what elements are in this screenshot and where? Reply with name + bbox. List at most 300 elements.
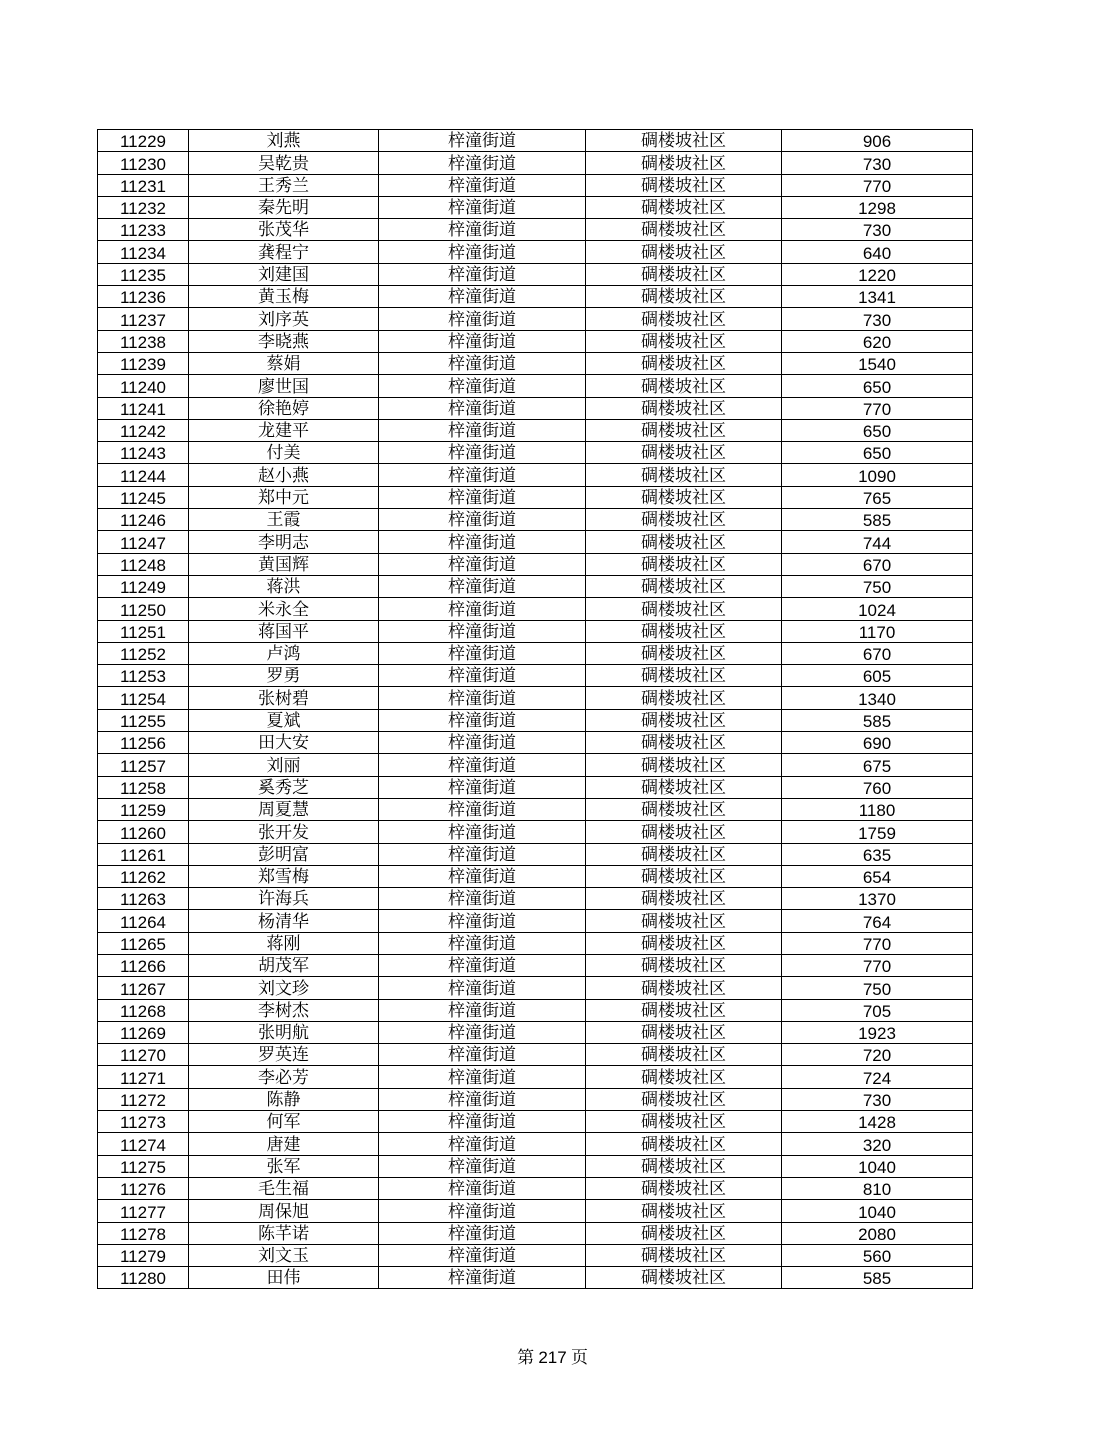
person-name-cell: 何军 — [189, 1111, 379, 1133]
table-row — [98, 152, 973, 174]
amount-cell: 650 — [782, 375, 973, 397]
subdistrict-cell: 梓潼街道 — [379, 464, 586, 486]
row-id-cell: 11274 — [98, 1133, 189, 1155]
table-row — [98, 1111, 973, 1133]
amount-cell: 764 — [782, 910, 973, 932]
table-row — [98, 1267, 973, 1289]
page-footer-suffix: 页 — [570, 1348, 588, 1367]
subdistrict-cell: 梓潼街道 — [379, 1044, 586, 1066]
amount-cell: 810 — [782, 1177, 973, 1199]
community-cell: 碉楼坡社区 — [586, 352, 782, 374]
person-name-cell: 刘燕 — [189, 130, 379, 152]
row-id-cell: 11239 — [98, 352, 189, 374]
subdistrict-cell: 梓潼街道 — [379, 1133, 586, 1155]
person-name-cell: 刘丽 — [189, 754, 379, 776]
person-name-cell: 奚秀芝 — [189, 776, 379, 798]
row-id-cell: 11248 — [98, 553, 189, 575]
subdistrict-cell: 梓潼街道 — [379, 798, 586, 820]
subdistrict-cell: 梓潼街道 — [379, 977, 586, 999]
community-cell: 碉楼坡社区 — [586, 999, 782, 1021]
table-row — [98, 553, 973, 575]
table-row — [98, 286, 973, 308]
table-row — [98, 977, 973, 999]
person-name-cell: 廖世国 — [189, 375, 379, 397]
amount-cell: 1090 — [782, 464, 973, 486]
community-cell: 碉楼坡社区 — [586, 1200, 782, 1222]
table-row — [98, 531, 973, 553]
person-name-cell: 徐艳婷 — [189, 397, 379, 419]
person-name-cell: 蒋洪 — [189, 575, 379, 597]
person-name-cell: 付美 — [189, 442, 379, 464]
community-cell: 碉楼坡社区 — [586, 732, 782, 754]
person-name-cell: 唐建 — [189, 1133, 379, 1155]
community-cell: 碉楼坡社区 — [586, 1111, 782, 1133]
person-name-cell: 黄玉梅 — [189, 286, 379, 308]
amount-cell: 770 — [782, 954, 973, 976]
subdistrict-cell: 梓潼街道 — [379, 352, 586, 374]
community-cell: 碉楼坡社区 — [586, 553, 782, 575]
community-cell: 碉楼坡社区 — [586, 486, 782, 508]
person-name-cell: 陈静 — [189, 1088, 379, 1110]
row-id-cell: 11237 — [98, 308, 189, 330]
amount-cell: 1220 — [782, 263, 973, 285]
amount-cell: 1428 — [782, 1111, 973, 1133]
person-name-cell: 罗勇 — [189, 665, 379, 687]
community-cell: 碉楼坡社区 — [586, 1177, 782, 1199]
table-row — [98, 196, 973, 218]
amount-cell: 906 — [782, 130, 973, 152]
amount-cell: 650 — [782, 442, 973, 464]
community-cell: 碉楼坡社区 — [586, 1066, 782, 1088]
community-cell: 碉楼坡社区 — [586, 865, 782, 887]
amount-cell: 730 — [782, 1088, 973, 1110]
amount-cell: 1040 — [782, 1155, 973, 1177]
amount-cell: 585 — [782, 1267, 973, 1289]
row-id-cell: 11258 — [98, 776, 189, 798]
community-cell: 碉楼坡社区 — [586, 888, 782, 910]
table-row — [98, 442, 973, 464]
row-id-cell: 11276 — [98, 1177, 189, 1199]
person-name-cell: 许海兵 — [189, 888, 379, 910]
amount-cell: 690 — [782, 732, 973, 754]
community-cell: 碉楼坡社区 — [586, 642, 782, 664]
amount-cell: 670 — [782, 642, 973, 664]
subdistrict-cell: 梓潼街道 — [379, 687, 586, 709]
person-name-cell: 田伟 — [189, 1267, 379, 1289]
table-row — [98, 575, 973, 597]
person-name-cell: 张明航 — [189, 1021, 379, 1043]
subdistrict-cell: 梓潼街道 — [379, 152, 586, 174]
person-name-cell: 罗英连 — [189, 1044, 379, 1066]
person-name-cell: 刘文玉 — [189, 1244, 379, 1266]
subdistrict-cell: 梓潼街道 — [379, 821, 586, 843]
person-name-cell: 王秀兰 — [189, 174, 379, 196]
table-row — [98, 754, 973, 776]
person-name-cell: 龚程宁 — [189, 241, 379, 263]
row-id-cell: 11247 — [98, 531, 189, 553]
subdistrict-cell: 梓潼街道 — [379, 241, 586, 263]
table-row — [98, 241, 973, 263]
community-cell: 碉楼坡社区 — [586, 464, 782, 486]
community-cell: 碉楼坡社区 — [586, 754, 782, 776]
subdistrict-cell: 梓潼街道 — [379, 553, 586, 575]
amount-cell: 720 — [782, 1044, 973, 1066]
table-row — [98, 219, 973, 241]
subdistrict-cell: 梓潼街道 — [379, 932, 586, 954]
person-name-cell: 胡茂军 — [189, 954, 379, 976]
person-name-cell: 张开发 — [189, 821, 379, 843]
subdistrict-cell: 梓潼街道 — [379, 1155, 586, 1177]
subdistrict-cell: 梓潼街道 — [379, 130, 586, 152]
subdistrict-cell: 梓潼街道 — [379, 1111, 586, 1133]
person-name-cell: 李明志 — [189, 531, 379, 553]
row-id-cell: 11246 — [98, 509, 189, 531]
person-name-cell: 陈芊诺 — [189, 1222, 379, 1244]
community-cell: 碉楼坡社区 — [586, 509, 782, 531]
row-id-cell: 11267 — [98, 977, 189, 999]
row-id-cell: 11259 — [98, 798, 189, 820]
row-id-cell: 11275 — [98, 1155, 189, 1177]
community-cell: 碉楼坡社区 — [586, 308, 782, 330]
row-id-cell: 11234 — [98, 241, 189, 263]
community-cell: 碉楼坡社区 — [586, 531, 782, 553]
table-row — [98, 174, 973, 196]
amount-cell: 744 — [782, 531, 973, 553]
community-cell: 碉楼坡社区 — [586, 709, 782, 731]
page-footer-prefix: 第 — [517, 1348, 535, 1367]
subdistrict-cell: 梓潼街道 — [379, 219, 586, 241]
table-row — [98, 798, 973, 820]
person-name-cell: 王霞 — [189, 509, 379, 531]
row-id-cell: 11242 — [98, 419, 189, 441]
table-row — [98, 776, 973, 798]
amount-cell: 770 — [782, 174, 973, 196]
row-id-cell: 11260 — [98, 821, 189, 843]
subdistrict-cell: 梓潼街道 — [379, 1021, 586, 1043]
table-row — [98, 1200, 973, 1222]
subdistrict-cell: 梓潼街道 — [379, 1088, 586, 1110]
subdistrict-cell: 梓潼街道 — [379, 509, 586, 531]
amount-cell: 1341 — [782, 286, 973, 308]
row-id-cell: 11277 — [98, 1200, 189, 1222]
row-id-cell: 11262 — [98, 865, 189, 887]
person-name-cell: 周保旭 — [189, 1200, 379, 1222]
community-cell: 碉楼坡社区 — [586, 219, 782, 241]
person-name-cell: 张树碧 — [189, 687, 379, 709]
amount-cell: 654 — [782, 865, 973, 887]
community-cell: 碉楼坡社区 — [586, 910, 782, 932]
table-row — [98, 1177, 973, 1199]
community-cell: 碉楼坡社区 — [586, 1155, 782, 1177]
community-cell: 碉楼坡社区 — [586, 954, 782, 976]
subdistrict-cell: 梓潼街道 — [379, 196, 586, 218]
row-id-cell: 11236 — [98, 286, 189, 308]
person-name-cell: 蔡娟 — [189, 352, 379, 374]
amount-cell: 1923 — [782, 1021, 973, 1043]
person-name-cell: 卢鸿 — [189, 642, 379, 664]
row-id-cell: 11280 — [98, 1267, 189, 1289]
community-cell: 碉楼坡社区 — [586, 397, 782, 419]
community-cell: 碉楼坡社区 — [586, 1222, 782, 1244]
amount-cell: 1040 — [782, 1200, 973, 1222]
table-row — [98, 843, 973, 865]
subdistrict-cell: 梓潼街道 — [379, 419, 586, 441]
person-name-cell: 周夏慧 — [189, 798, 379, 820]
row-id-cell: 11233 — [98, 219, 189, 241]
row-id-cell: 11244 — [98, 464, 189, 486]
table-row — [98, 1244, 973, 1266]
table-row — [98, 888, 973, 910]
person-name-cell: 秦先明 — [189, 196, 379, 218]
table-row — [98, 419, 973, 441]
amount-cell: 1024 — [782, 598, 973, 620]
row-id-cell: 11269 — [98, 1021, 189, 1043]
row-id-cell: 11230 — [98, 152, 189, 174]
table-row — [98, 330, 973, 352]
community-cell: 碉楼坡社区 — [586, 375, 782, 397]
amount-cell: 1340 — [782, 687, 973, 709]
person-name-cell: 李晓燕 — [189, 330, 379, 352]
community-cell: 碉楼坡社区 — [586, 821, 782, 843]
table-row — [98, 932, 973, 954]
amount-cell: 1170 — [782, 620, 973, 642]
table-row — [98, 709, 973, 731]
table-row — [98, 375, 973, 397]
table-row — [98, 1133, 973, 1155]
row-id-cell: 11250 — [98, 598, 189, 620]
row-id-cell: 11254 — [98, 687, 189, 709]
subdistrict-cell: 梓潼街道 — [379, 442, 586, 464]
person-name-cell: 毛生福 — [189, 1177, 379, 1199]
row-id-cell: 11263 — [98, 888, 189, 910]
table-row — [98, 352, 973, 374]
table-row — [98, 130, 973, 152]
row-id-cell: 11252 — [98, 642, 189, 664]
table-row — [98, 308, 973, 330]
subdistrict-cell: 梓潼街道 — [379, 776, 586, 798]
subdistrict-cell: 梓潼街道 — [379, 888, 586, 910]
subdistrict-cell: 梓潼街道 — [379, 531, 586, 553]
person-name-cell: 李必芳 — [189, 1066, 379, 1088]
amount-cell: 1759 — [782, 821, 973, 843]
amount-cell: 770 — [782, 932, 973, 954]
table-row — [98, 464, 973, 486]
row-id-cell: 11266 — [98, 954, 189, 976]
person-name-cell: 郑中元 — [189, 486, 379, 508]
subdistrict-cell: 梓潼街道 — [379, 1267, 586, 1289]
subdistrict-cell: 梓潼街道 — [379, 397, 586, 419]
row-id-cell: 11257 — [98, 754, 189, 776]
community-cell: 碉楼坡社区 — [586, 442, 782, 464]
person-name-cell: 夏斌 — [189, 709, 379, 731]
community-cell: 碉楼坡社区 — [586, 665, 782, 687]
table-row — [98, 732, 973, 754]
person-name-cell: 蒋刚 — [189, 932, 379, 954]
person-name-cell: 刘文珍 — [189, 977, 379, 999]
community-cell: 碉楼坡社区 — [586, 843, 782, 865]
row-id-cell: 11255 — [98, 709, 189, 731]
subdistrict-cell: 梓潼街道 — [379, 709, 586, 731]
page-number: 217 — [538, 1348, 567, 1367]
community-cell: 碉楼坡社区 — [586, 241, 782, 263]
amount-cell: 750 — [782, 575, 973, 597]
person-name-cell: 米永全 — [189, 598, 379, 620]
row-id-cell: 11256 — [98, 732, 189, 754]
page-footer — [0, 1343, 1105, 1368]
subdistrict-cell: 梓潼街道 — [379, 954, 586, 976]
table-row — [98, 865, 973, 887]
amount-cell: 1370 — [782, 888, 973, 910]
table-row — [98, 263, 973, 285]
amount-cell: 705 — [782, 999, 973, 1021]
row-id-cell: 11273 — [98, 1111, 189, 1133]
subdistrict-cell: 梓潼街道 — [379, 1066, 586, 1088]
row-id-cell: 11271 — [98, 1066, 189, 1088]
subdistrict-cell: 梓潼街道 — [379, 665, 586, 687]
person-name-cell: 刘建国 — [189, 263, 379, 285]
row-id-cell: 11235 — [98, 263, 189, 285]
person-name-cell: 张军 — [189, 1155, 379, 1177]
table-row — [98, 1088, 973, 1110]
table-row — [98, 665, 973, 687]
amount-cell: 1298 — [782, 196, 973, 218]
amount-cell: 320 — [782, 1133, 973, 1155]
row-id-cell: 11229 — [98, 130, 189, 152]
amount-cell: 750 — [782, 977, 973, 999]
community-cell: 碉楼坡社区 — [586, 152, 782, 174]
subdistrict-cell: 梓潼街道 — [379, 330, 586, 352]
row-id-cell: 11270 — [98, 1044, 189, 1066]
person-name-cell: 蒋国平 — [189, 620, 379, 642]
row-id-cell: 11240 — [98, 375, 189, 397]
table-row — [98, 598, 973, 620]
community-cell: 碉楼坡社区 — [586, 196, 782, 218]
person-name-cell: 郑雪梅 — [189, 865, 379, 887]
person-name-cell: 龙建平 — [189, 419, 379, 441]
subdistrict-cell: 梓潼街道 — [379, 486, 586, 508]
amount-cell: 730 — [782, 308, 973, 330]
amount-cell: 650 — [782, 419, 973, 441]
subdistrict-cell: 梓潼街道 — [379, 910, 586, 932]
subdistrict-cell: 梓潼街道 — [379, 1177, 586, 1199]
amount-cell: 635 — [782, 843, 973, 865]
subdistrict-cell: 梓潼街道 — [379, 754, 586, 776]
amount-cell: 585 — [782, 709, 973, 731]
table-row — [98, 954, 973, 976]
amount-cell: 605 — [782, 665, 973, 687]
subdistrict-cell: 梓潼街道 — [379, 375, 586, 397]
community-cell: 碉楼坡社区 — [586, 1088, 782, 1110]
table-row — [98, 642, 973, 664]
community-cell: 碉楼坡社区 — [586, 263, 782, 285]
community-cell: 碉楼坡社区 — [586, 977, 782, 999]
amount-cell: 560 — [782, 1244, 973, 1266]
subdistrict-cell: 梓潼街道 — [379, 732, 586, 754]
row-id-cell: 11261 — [98, 843, 189, 865]
subdistrict-cell: 梓潼街道 — [379, 1222, 586, 1244]
community-cell: 碉楼坡社区 — [586, 598, 782, 620]
person-name-cell: 张茂华 — [189, 219, 379, 241]
subdistrict-cell: 梓潼街道 — [379, 174, 586, 196]
amount-cell: 730 — [782, 219, 973, 241]
row-id-cell: 11251 — [98, 620, 189, 642]
community-cell: 碉楼坡社区 — [586, 130, 782, 152]
community-cell: 碉楼坡社区 — [586, 1044, 782, 1066]
community-cell: 碉楼坡社区 — [586, 932, 782, 954]
table-row — [98, 509, 973, 531]
subdistrict-cell: 梓潼街道 — [379, 642, 586, 664]
person-name-cell: 吴乾贵 — [189, 152, 379, 174]
subdistrict-cell: 梓潼街道 — [379, 598, 586, 620]
table-row — [98, 910, 973, 932]
community-cell: 碉楼坡社区 — [586, 776, 782, 798]
row-id-cell: 11278 — [98, 1222, 189, 1244]
amount-cell: 1540 — [782, 352, 973, 374]
community-cell: 碉楼坡社区 — [586, 1267, 782, 1289]
row-id-cell: 11265 — [98, 932, 189, 954]
subdistrict-cell: 梓潼街道 — [379, 1244, 586, 1266]
person-name-cell: 彭明富 — [189, 843, 379, 865]
amount-cell: 620 — [782, 330, 973, 352]
table-row — [98, 1021, 973, 1043]
amount-cell: 670 — [782, 553, 973, 575]
subdistrict-cell: 梓潼街道 — [379, 286, 586, 308]
table-row — [98, 397, 973, 419]
person-name-cell: 李树杰 — [189, 999, 379, 1021]
row-id-cell: 11268 — [98, 999, 189, 1021]
amount-cell: 760 — [782, 776, 973, 798]
amount-cell: 640 — [782, 241, 973, 263]
row-id-cell: 11231 — [98, 174, 189, 196]
amount-cell: 770 — [782, 397, 973, 419]
person-name-cell: 刘序英 — [189, 308, 379, 330]
records-table — [97, 129, 973, 1289]
amount-cell: 675 — [782, 754, 973, 776]
amount-cell: 1180 — [782, 798, 973, 820]
records-table-body — [98, 130, 973, 1289]
subdistrict-cell: 梓潼街道 — [379, 620, 586, 642]
table-row — [98, 821, 973, 843]
table-row — [98, 1222, 973, 1244]
community-cell: 碉楼坡社区 — [586, 1133, 782, 1155]
community-cell: 碉楼坡社区 — [586, 174, 782, 196]
community-cell: 碉楼坡社区 — [586, 687, 782, 709]
table-row — [98, 486, 973, 508]
table-row — [98, 1155, 973, 1177]
amount-cell: 730 — [782, 152, 973, 174]
row-id-cell: 11264 — [98, 910, 189, 932]
person-name-cell: 赵小燕 — [189, 464, 379, 486]
row-id-cell: 11249 — [98, 575, 189, 597]
table-row — [98, 687, 973, 709]
community-cell: 碉楼坡社区 — [586, 620, 782, 642]
subdistrict-cell: 梓潼街道 — [379, 263, 586, 285]
subdistrict-cell: 梓潼街道 — [379, 999, 586, 1021]
subdistrict-cell: 梓潼街道 — [379, 575, 586, 597]
row-id-cell: 11279 — [98, 1244, 189, 1266]
community-cell: 碉楼坡社区 — [586, 1021, 782, 1043]
person-name-cell: 杨清华 — [189, 910, 379, 932]
table-row — [98, 620, 973, 642]
community-cell: 碉楼坡社区 — [586, 419, 782, 441]
amount-cell: 2080 — [782, 1222, 973, 1244]
row-id-cell: 11232 — [98, 196, 189, 218]
row-id-cell: 11245 — [98, 486, 189, 508]
person-name-cell: 黄国辉 — [189, 553, 379, 575]
amount-cell: 724 — [782, 1066, 973, 1088]
community-cell: 碉楼坡社区 — [586, 798, 782, 820]
row-id-cell: 11241 — [98, 397, 189, 419]
